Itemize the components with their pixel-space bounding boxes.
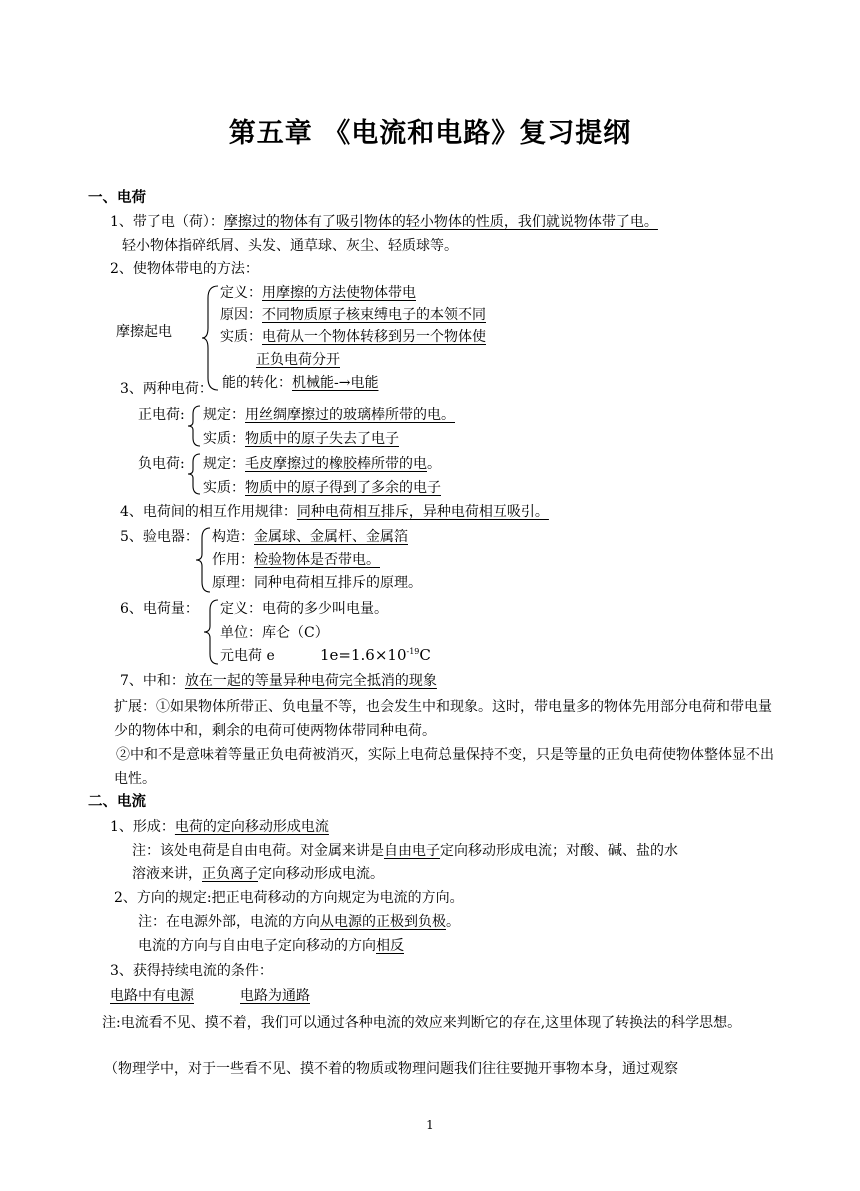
negative-essence: 实质：物质中的原子得到了多余的电子	[203, 480, 441, 496]
brace-negative	[186, 452, 202, 496]
extension-2: ②中和不是意味着等量正负电荷被消灭，实际上电荷总量保持不变，只是等量的正负电荷使物体整体显不出电性。	[114, 747, 774, 787]
positive-charge-label: 正电荷:	[138, 407, 185, 423]
negative-rule: 规定：毛皮摩擦过的橡胶棒所带的电。	[203, 456, 441, 472]
electroscope-label: 5、验电器：	[120, 529, 199, 545]
direction-note: 注：在电源外部，电流的方向从电源的正极到负极。	[138, 914, 460, 930]
positive-essence: 实质：物质中的原子失去了电子	[203, 431, 399, 447]
friction-essence-cont: 正负电荷分开	[256, 352, 340, 368]
item-two-charges-label: 3、两种电荷：	[120, 381, 213, 397]
charge-quantity-label: 6、电荷量：	[120, 601, 199, 617]
friction-essence: 实质：电荷从一个物体转移到另一个物体使	[220, 329, 486, 345]
friction-definition: 定义：用摩擦的方法使物体带电	[220, 285, 416, 301]
section-heading-current: 二、电流	[88, 794, 146, 810]
brace-quantity	[202, 598, 220, 666]
direction-note-2: 电流的方向与自由电子定向移动的方向相反	[138, 938, 404, 954]
physics-method-note: （物理学中，对于一些看不见、摸不着的物质或物理问题我们往往要抛开事物本身，通过观察	[104, 1061, 678, 1077]
friction-energy: 能的转化：机械能-→电能	[222, 375, 379, 391]
condition-power-source: 电路中有电源	[110, 988, 194, 1004]
item-interaction: 4、电荷间的相互作用规律：同种电荷相互排斥，异种电荷相互吸引。	[120, 504, 549, 520]
quantity-definition: 定义：电荷的多少叫电量。	[220, 601, 388, 617]
page-title: 第五章 《电流和电路》复习提纲	[228, 118, 632, 149]
positive-rule: 规定：用丝绸摩擦过的玻璃棒所带的电。	[203, 407, 455, 423]
current-note: 注:电流看不见、摸不着，我们可以通过各种电流的效应来判断它的存在,这里体现了转换法的科学思想。	[102, 1015, 742, 1031]
friction-electrification-label: 摩擦起电	[116, 324, 172, 340]
electroscope-use: 作用：检验物体是否带电。	[212, 552, 380, 568]
light-objects-note: 轻小物体指碎纸屑、头发、通草球、灰尘、轻质球等。	[122, 238, 458, 254]
elementary-charge: 元电荷 e	[220, 648, 275, 664]
formation-note-cont: 溶液来讲，正负离子定向移动形成电流。	[132, 866, 384, 882]
item-label: 1、带了电（荷）：	[110, 214, 224, 230]
elementary-charge-value: $1e=1.6\times 10^{-19}C$	[320, 646, 431, 664]
current-direction-rule: 2、方向的规定:把正电荷移动的方向规定为电流的方向。	[114, 890, 464, 906]
brace-positive	[186, 404, 202, 448]
brace-electroscope	[194, 526, 212, 594]
electroscope-principle: 原理：同种电荷相互排斥的原理。	[212, 575, 422, 591]
negative-charge-label: 负电荷:	[138, 456, 185, 472]
section-heading-charge: 一、电荷	[88, 190, 146, 206]
electroscope-structure: 构造：金属球、金属杆、金属箔	[212, 529, 408, 545]
quantity-unit: 单位：库仑（C）	[220, 625, 329, 641]
formation-note: 注：该处电荷是自由电荷。对金属来讲是自由电子定向移动形成电流；对酸、碱、盐的水	[132, 843, 678, 859]
condition-closed-circuit: 电路为通路	[240, 988, 310, 1004]
page-number: 1	[426, 1118, 434, 1132]
extension-1: 扩展：①如果物体所带正、负电量不等，也会发生中和现象。这时，带电量多的物体先用部分电荷和带电量少的物体中和，剩余的电荷可使两物体带同种电荷。	[114, 699, 772, 739]
current-formation: 1、形成：电荷的定向移动形成电流	[110, 819, 329, 835]
friction-cause: 原因：不同物质原子核束缚电子的本领不同	[220, 307, 486, 323]
brace-friction	[200, 284, 220, 392]
item-neutralization: 7、中和：放在一起的等量异种电荷完全抵消的现象	[120, 673, 437, 689]
item-methods-label: 2、使物体带电的方法：	[110, 261, 259, 277]
continuous-current-conditions: 3、获得持续电流的条件：	[110, 963, 273, 979]
charged-definition: 摩擦过的物体有了吸引物体的轻小物体的性质，我们就说物体带了电。	[223, 214, 658, 230]
item-charged	[110, 212, 658, 232]
